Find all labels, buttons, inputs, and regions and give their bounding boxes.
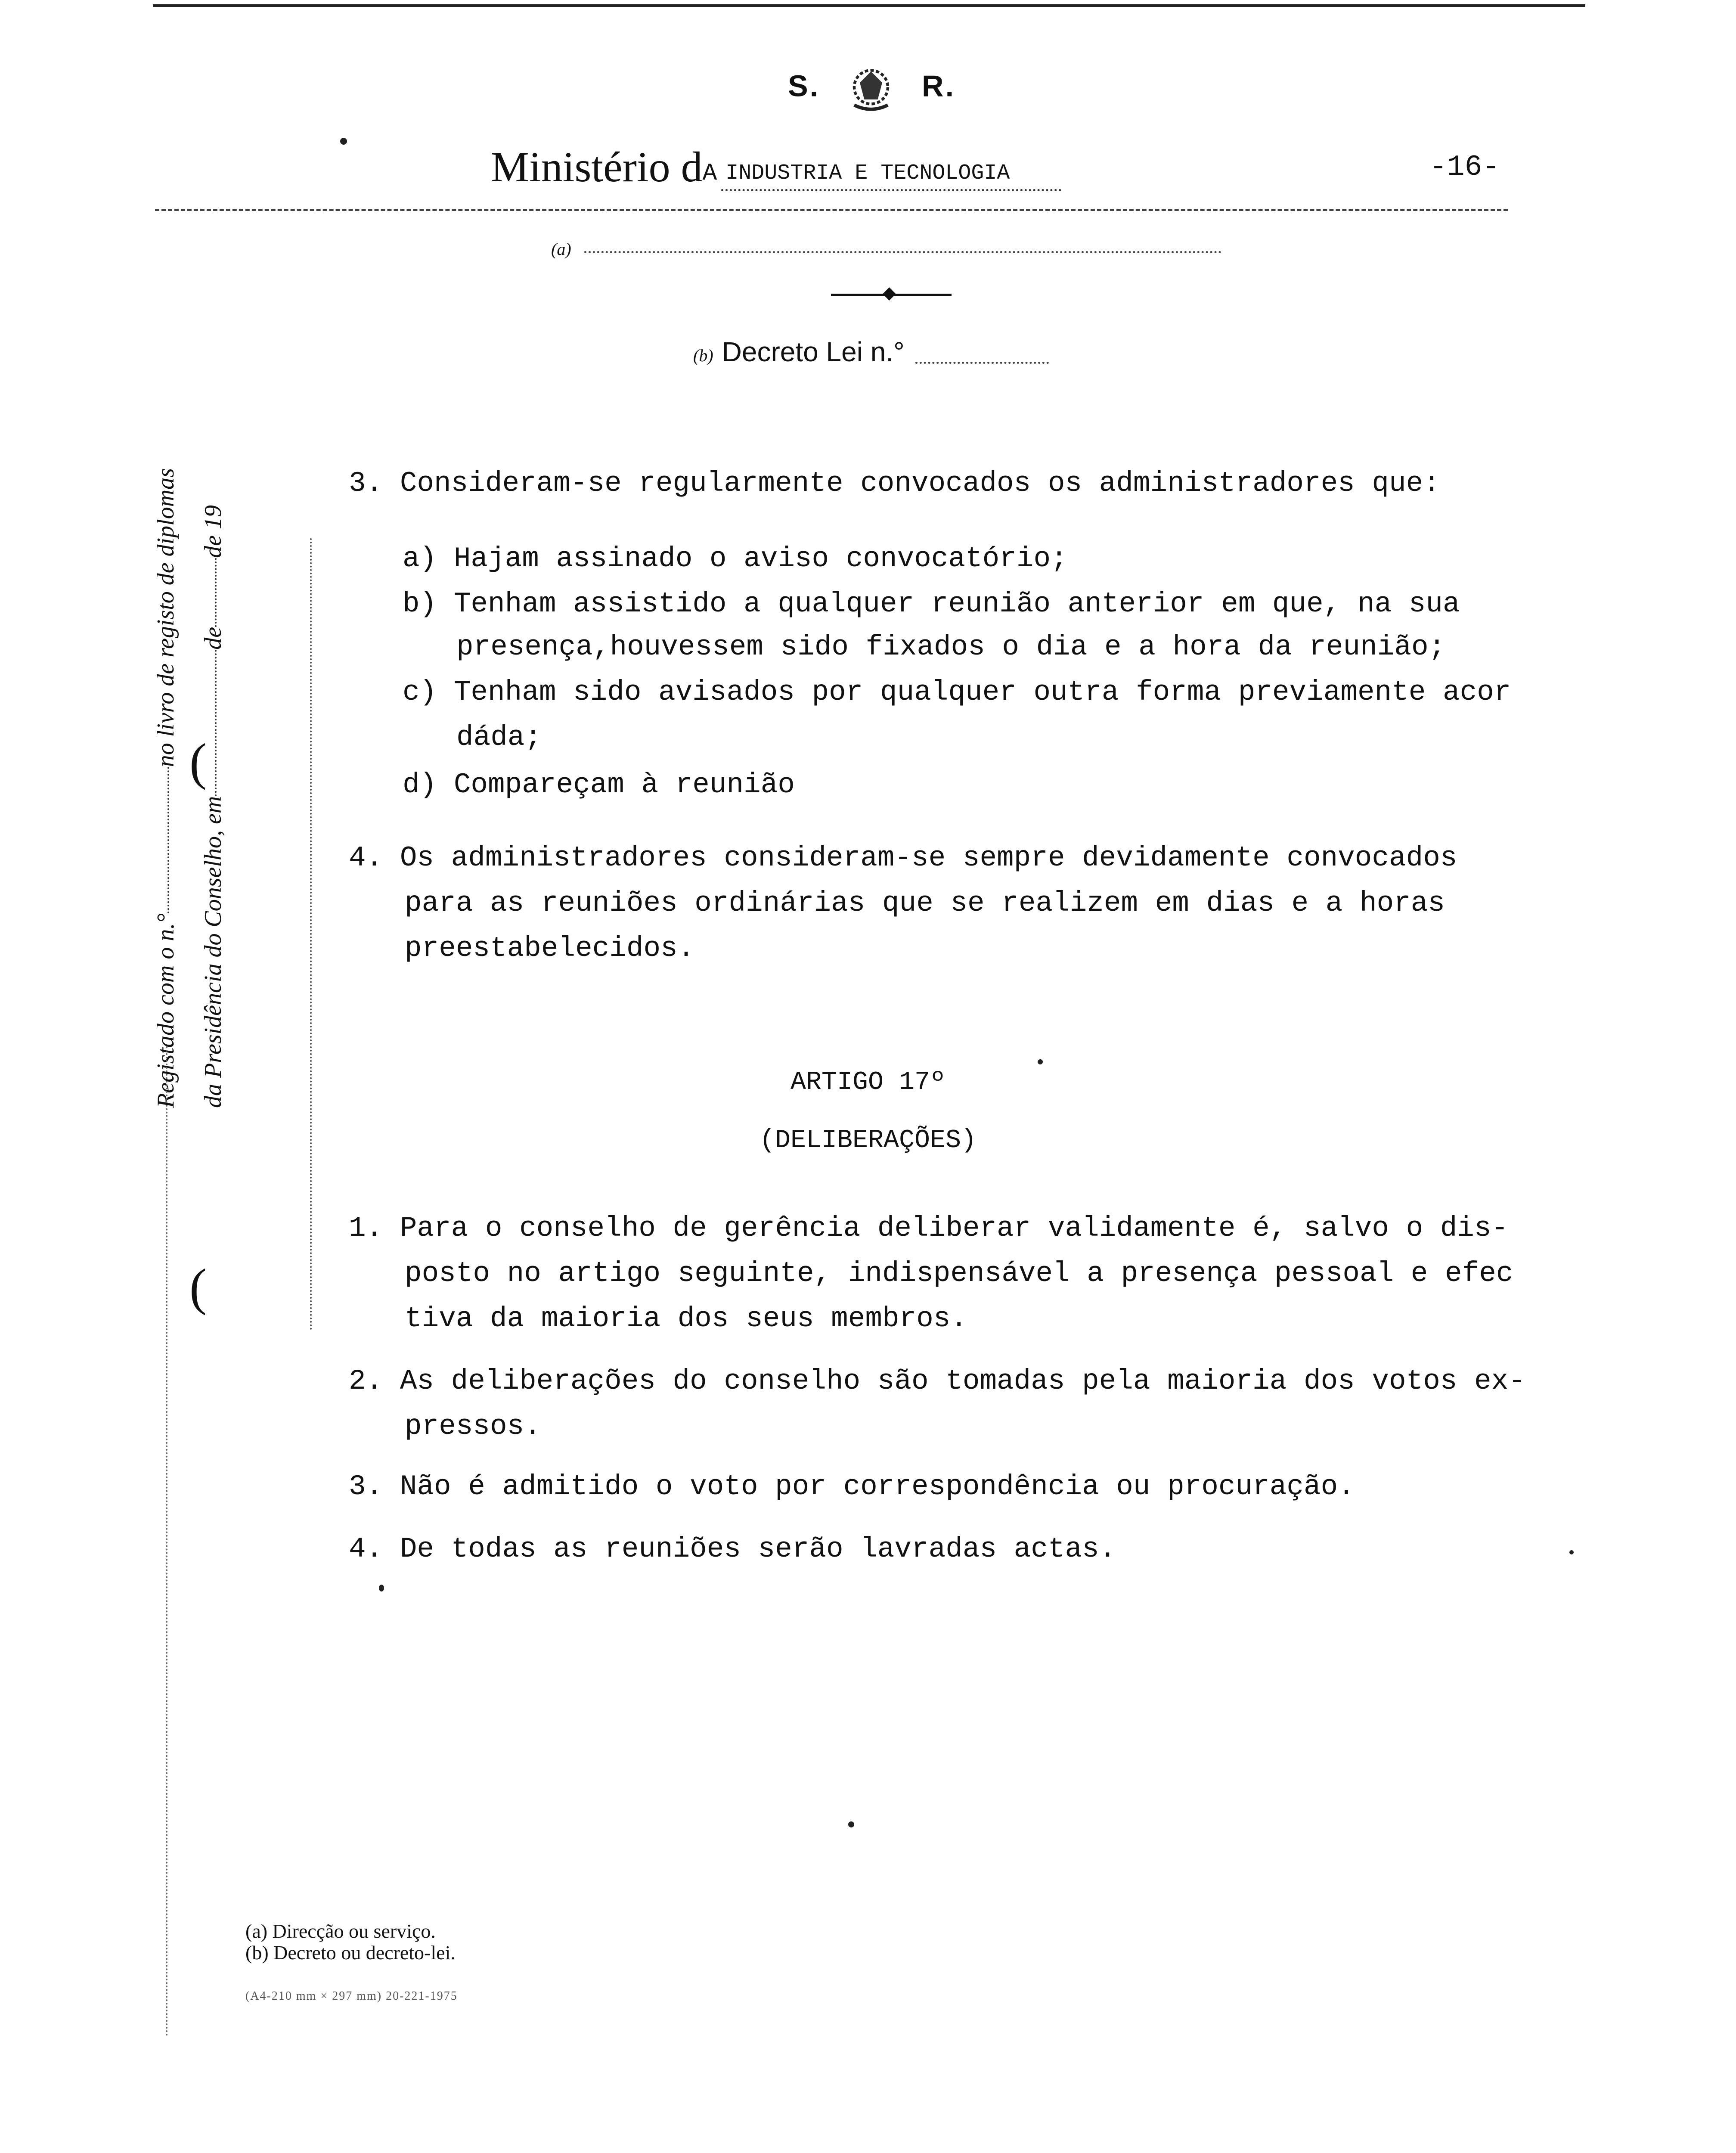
ink-speck [848,1821,854,1827]
decree-field-label: Decreto Lei n.° [722,336,905,367]
item-3-c-line2: dáda; [456,721,542,754]
ink-speck [340,138,347,145]
registry-line-1 [142,468,189,1108]
margin-bracket-top: ( [189,733,207,790]
item-4-line1: 4. Os administradores consideram-se sempre devidamente convocados [349,842,1457,874]
item-3-a: a) Hajam assinado o aviso convocatório; [403,543,1068,575]
registry-text-1b: no livro de registo de diplomas [152,468,179,767]
footnotes [245,1920,456,1964]
paragraph-1-line2: posto no artigo seguinte, indispensável a presença pessoal e efec [405,1257,1513,1290]
item-4-line2: para as reuniões ordinárias que se realizem em dias e a horas [405,887,1445,919]
article-title: ARTIGO 17º [790,1068,946,1097]
decree-field-marker: (b) [693,346,713,365]
print-code: (A4-210 mm × 297 mm) 20-221-1975 [245,1989,458,2003]
page-number: -16- [1429,151,1500,184]
republic-emblem [788,60,955,116]
item-3-b-line1: b) Tenham assistido a qualquer reunião anterior em que, na sua [403,588,1460,620]
registry-text-1: Registado com o n.° [152,913,179,1108]
paragraph-2-line1: 2. As deliberações do conselho são tomadas pela maioria dos votos ex- [349,1365,1525,1397]
item-3-d: d) Compareçam à reunião [403,769,795,801]
header-divider [155,209,1508,211]
ministry-label: Ministério d [491,143,703,191]
margin-dotted-line [310,538,313,1331]
footnote-a: (a) Direcção ou serviço. [245,1920,436,1942]
item-3-c-line1: c) Tenham sido avisados por qualquer outra forma previamente acor [403,676,1511,708]
coat-of-arms-icon [843,60,899,116]
ministry-name: INDUSTRIA E TECNOLOGIA [721,161,1061,191]
decree-field [693,336,1049,368]
ink-speck [1569,1550,1574,1554]
direction-field-label: (a) [551,239,571,259]
registry-text-2: da Presidência do Conselho, em [200,796,226,1108]
item-4-line3: preestabelecidos. [405,932,695,965]
paragraph-1-line3: tiva da maioria dos seus membros. [405,1303,968,1335]
ink-speck [1038,1059,1043,1064]
paragraph-4: 4. De todas as reuniões serão lavradas actas. [349,1533,1116,1565]
footnote-b: (b) Decreto ou decreto-lei. [245,1942,456,1964]
article-subtitle: (DELIBERAÇÕES) [759,1126,977,1155]
left-edge-dots [166,1046,167,2037]
registry-blank-1 [167,767,169,913]
registry-blank-2 [215,650,217,796]
emblem-letter-r: R. [922,69,956,103]
top-rule [153,4,1585,7]
decree-number-line [915,362,1049,364]
item-3-b-line2: presença,houvessem sido fixados o dia e a hora da reunião; [456,631,1446,663]
margin-bracket-bottom: ( [189,1258,207,1315]
paragraph-3: 3. Não é admitido o voto por correspondência ou procuração. [349,1470,1355,1503]
paragraph-1-line1: 1. Para o conselho de gerência deliberar validamente é, salvo o dis- [349,1212,1509,1244]
registry-text-2c: de 19 [200,505,226,558]
direction-field-line [584,251,1221,253]
ministry-heading [491,142,1061,192]
ornament-divider [831,294,952,296]
registry-blank-3 [215,558,217,627]
ministry-prefix: A [702,159,717,187]
emblem-letter-s: S. [788,69,820,103]
paragraph-2-line2: pressos. [405,1410,541,1443]
direction-field [551,239,1221,259]
ink-speck [379,1585,384,1591]
item-3: 3. Consideram-se regularmente convocados os administradores que: [349,467,1440,499]
registry-text-2b: de [200,627,226,650]
